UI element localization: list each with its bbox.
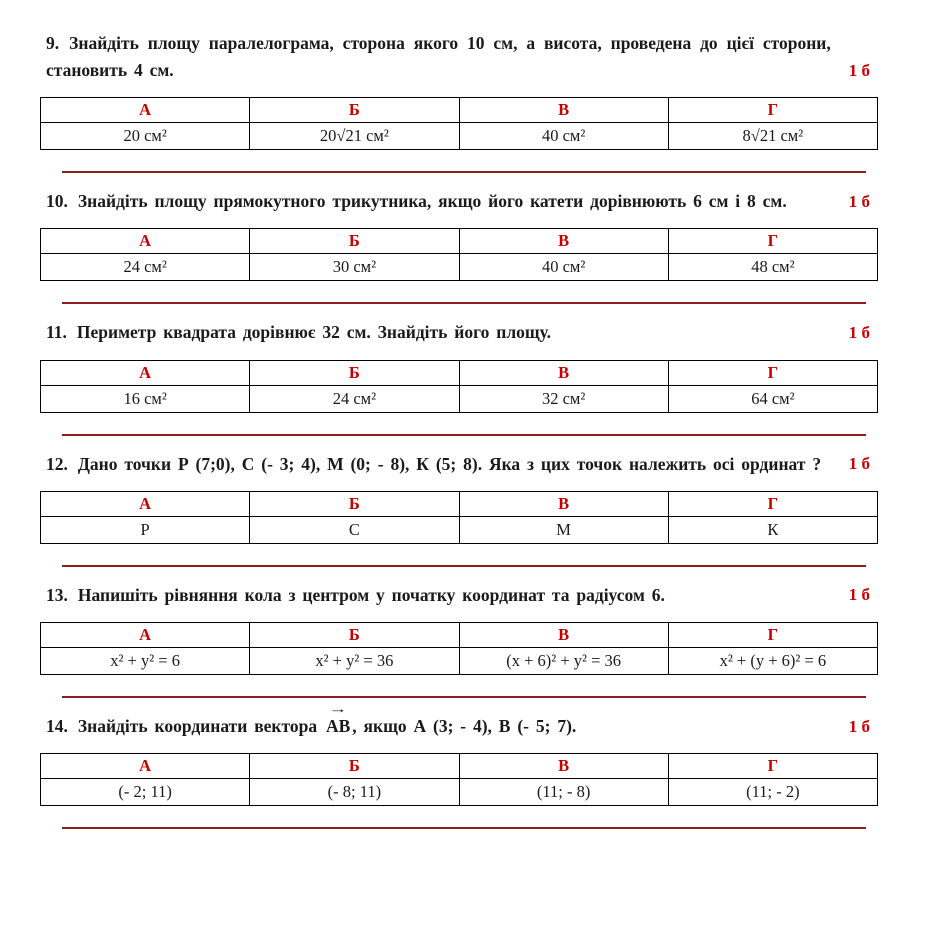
separator-line — [62, 565, 866, 567]
question-block-11 — [40, 319, 878, 435]
question-body-after: , якщо А (3; - 4), В (- 5; 7). — [352, 715, 577, 736]
question-block-10 — [40, 188, 878, 304]
option-answer-g: 64 см² — [668, 385, 877, 412]
options-header-row — [41, 98, 878, 123]
question-text — [46, 30, 831, 84]
option-header-a: А — [41, 98, 250, 123]
question-row — [40, 451, 878, 478]
question-row — [40, 319, 878, 346]
options-answer-row — [41, 123, 878, 150]
option-header-a: А — [41, 229, 250, 254]
question-body: Знайдіть площу прямокутного трикутника, якщо його катети дорівнюють 6 см і 8 см. — [77, 191, 787, 212]
option-answer-g: 8√21 см² — [668, 123, 877, 150]
option-answer-a: 24 см² — [41, 254, 250, 281]
question-body: Знайдіть площу паралелограма, сторона якого 10 см, а висота, проведена до цієї сторони, становить 4 см. — [46, 33, 831, 81]
option-answer-v: 32 см² — [459, 385, 668, 412]
option-header-g: Г — [668, 229, 877, 254]
question-block-12 — [40, 451, 878, 567]
options-answer-row — [41, 254, 878, 281]
question-row — [40, 582, 878, 609]
options-header-row — [41, 622, 878, 647]
option-header-g: Г — [668, 360, 877, 385]
question-row — [40, 30, 878, 84]
option-header-v: В — [459, 622, 668, 647]
option-answer-b: х² + у² = 36 — [250, 647, 459, 674]
option-header-v: В — [459, 360, 668, 385]
score-badge: 1 б — [848, 60, 870, 80]
option-answer-v: М — [459, 516, 668, 543]
option-answer-v: 40 см² — [459, 123, 668, 150]
question-row — [40, 188, 878, 215]
score-badge: 1 б — [848, 323, 870, 343]
option-answer-v: (х + 6)² + у² = 36 — [459, 647, 668, 674]
separator-line — [62, 696, 866, 698]
option-header-g: Г — [668, 491, 877, 516]
score-badge: 1 б — [848, 192, 870, 212]
answers-table — [40, 360, 878, 413]
option-answer-a: 16 см² — [41, 385, 250, 412]
question-text — [46, 319, 831, 346]
question-text — [46, 713, 831, 740]
option-header-g: Г — [668, 98, 877, 123]
option-header-b: Б — [250, 753, 459, 778]
option-header-a: А — [41, 753, 250, 778]
option-answer-g: К — [668, 516, 877, 543]
option-answer-a: Р — [41, 516, 250, 543]
question-text — [46, 582, 831, 609]
separator-line — [62, 302, 866, 304]
question-number: 13. — [46, 584, 68, 605]
options-header-row — [41, 491, 878, 516]
question-text — [46, 451, 831, 478]
option-answer-b: 30 см² — [250, 254, 459, 281]
answers-table — [40, 491, 878, 544]
question-number: 9. — [46, 33, 60, 53]
question-text — [46, 188, 831, 215]
option-answer-b: 20√21 см² — [250, 123, 459, 150]
answers-table — [40, 97, 878, 150]
options-answer-row — [41, 647, 878, 674]
option-header-v: В — [459, 753, 668, 778]
option-header-v: В — [459, 229, 668, 254]
options-answer-row — [41, 778, 878, 805]
option-header-a: А — [41, 491, 250, 516]
option-answer-v: (11; - 8) — [459, 778, 668, 805]
option-answer-a: 20 см² — [41, 123, 250, 150]
option-header-v: В — [459, 98, 668, 123]
option-header-a: А — [41, 622, 250, 647]
option-answer-b: С — [250, 516, 459, 543]
option-header-v: В — [459, 491, 668, 516]
question-number: 10. — [46, 191, 68, 212]
question-number: 11. — [46, 322, 67, 343]
option-header-b: Б — [250, 622, 459, 647]
option-header-a: А — [41, 360, 250, 385]
option-answer-b: 24 см² — [250, 385, 459, 412]
question-body: Дано точки Р (7;0), С (- 3; 4), М (0; - 8), К (5; 8). Яка з цих точок належить осі ординат ? — [77, 453, 822, 474]
separator-line — [62, 434, 866, 436]
score-badge: 1 б — [848, 454, 870, 474]
option-answer-g: 48 см² — [668, 254, 877, 281]
option-header-b: Б — [250, 229, 459, 254]
option-answer-a: (- 2; 11) — [41, 778, 250, 805]
score-badge: 1 б — [848, 585, 870, 605]
options-header-row — [41, 229, 878, 254]
answers-table — [40, 753, 878, 806]
option-header-b: Б — [250, 491, 459, 516]
question-body-before: Знайдіть координати вектора — [77, 715, 324, 736]
question-number: 12. — [46, 453, 68, 474]
vector-ab-notation: → АВ — [326, 713, 350, 740]
question-block-14 — [40, 713, 878, 829]
options-answer-row — [41, 516, 878, 543]
option-header-b: Б — [250, 360, 459, 385]
option-answer-b: (- 8; 11) — [250, 778, 459, 805]
options-header-row — [41, 360, 878, 385]
score-badge: 1 б — [848, 716, 870, 736]
options-answer-row — [41, 385, 878, 412]
option-header-g: Г — [668, 753, 877, 778]
option-answer-a: х² + у² = 6 — [41, 647, 250, 674]
question-number: 14. — [46, 715, 68, 736]
option-header-b: Б — [250, 98, 459, 123]
answers-table — [40, 228, 878, 281]
option-answer-g: (11; - 2) — [668, 778, 877, 805]
question-block-13 — [40, 582, 878, 698]
question-body: Напишіть рівняння кола з центром у початку координат та радіусом 6. — [77, 584, 665, 605]
options-header-row — [41, 753, 878, 778]
answers-table — [40, 622, 878, 675]
question-block-9 — [40, 30, 878, 173]
separator-line — [62, 171, 866, 173]
separator-line — [62, 827, 866, 829]
question-row — [40, 713, 878, 740]
option-header-g: Г — [668, 622, 877, 647]
question-body: Периметр квадрата дорівнює 32 см. Знайдіть його площу. — [76, 322, 552, 343]
option-answer-g: х² + (у + 6)² = 6 — [668, 647, 877, 674]
option-answer-v: 40 см² — [459, 254, 668, 281]
